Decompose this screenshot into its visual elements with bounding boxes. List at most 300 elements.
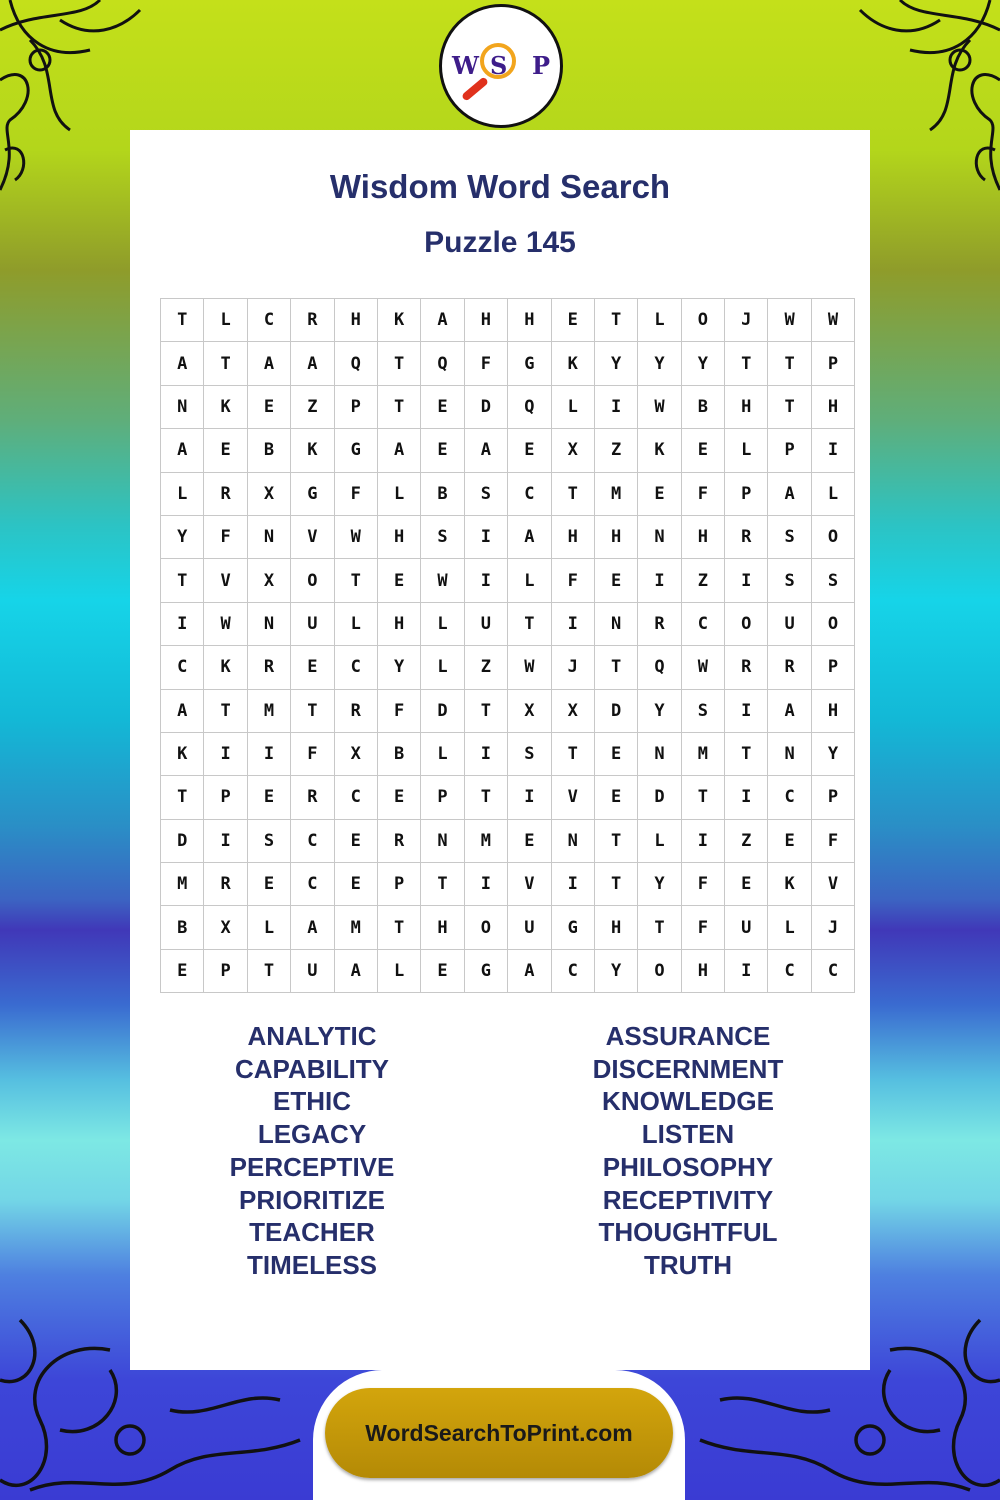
grid-cell[interactable]: C bbox=[768, 949, 811, 992]
grid-cell[interactable]: O bbox=[811, 515, 854, 558]
grid-cell[interactable]: G bbox=[551, 906, 594, 949]
grid-cell[interactable]: R bbox=[204, 863, 247, 906]
grid-cell[interactable]: P bbox=[421, 776, 464, 819]
grid-cell[interactable]: W bbox=[204, 602, 247, 645]
grid-cell[interactable]: X bbox=[247, 559, 290, 602]
grid-cell[interactable]: Z bbox=[464, 646, 507, 689]
grid-cell[interactable]: Y bbox=[638, 342, 681, 385]
grid-cell[interactable]: A bbox=[334, 949, 377, 992]
grid-cell[interactable]: E bbox=[334, 819, 377, 862]
grid-cell[interactable]: L bbox=[811, 472, 854, 515]
grid-cell[interactable]: M bbox=[594, 472, 637, 515]
grid-cell[interactable]: H bbox=[508, 299, 551, 342]
grid-cell[interactable]: K bbox=[638, 429, 681, 472]
grid-cell[interactable]: A bbox=[508, 515, 551, 558]
grid-cell[interactable]: M bbox=[334, 906, 377, 949]
grid-cell[interactable]: E bbox=[161, 949, 204, 992]
grid-cell[interactable]: S bbox=[811, 559, 854, 602]
word-item: ANALYTIC bbox=[247, 1021, 377, 1051]
grid-cell[interactable]: I bbox=[204, 819, 247, 862]
grid-cell[interactable]: N bbox=[768, 732, 811, 775]
grid-cell[interactable]: T bbox=[551, 472, 594, 515]
grid-cell[interactable]: K bbox=[291, 429, 334, 472]
grid-cell[interactable]: T bbox=[377, 906, 420, 949]
grid-cell[interactable]: Z bbox=[291, 385, 334, 428]
grid-cell[interactable]: H bbox=[377, 602, 420, 645]
grid-cell[interactable]: F bbox=[811, 819, 854, 862]
grid-cell[interactable]: Z bbox=[594, 429, 637, 472]
grid-cell[interactable]: G bbox=[464, 949, 507, 992]
grid-cell[interactable]: T bbox=[638, 906, 681, 949]
logo-letter-p: P bbox=[532, 51, 551, 80]
grid-cell[interactable]: E bbox=[421, 949, 464, 992]
grid-cell[interactable]: T bbox=[594, 819, 637, 862]
logo-letter-w: W bbox=[452, 51, 479, 80]
grid-cell[interactable]: M bbox=[161, 863, 204, 906]
grid-cell[interactable]: Q bbox=[508, 385, 551, 428]
grid-cell[interactable]: W bbox=[508, 646, 551, 689]
grid-cell[interactable]: U bbox=[725, 906, 768, 949]
grid-cell[interactable]: H bbox=[594, 515, 637, 558]
grid-cell[interactable]: B bbox=[421, 472, 464, 515]
grid-cell[interactable]: A bbox=[421, 299, 464, 342]
grid-cell[interactable]: E bbox=[247, 385, 290, 428]
grid-cell[interactable]: B bbox=[681, 385, 724, 428]
grid-cell[interactable]: O bbox=[681, 299, 724, 342]
grid-cell[interactable]: U bbox=[291, 949, 334, 992]
word-item: DISCERNMENT bbox=[592, 1053, 784, 1084]
grid-cell[interactable]: M bbox=[247, 689, 290, 732]
grid-cell[interactable]: H bbox=[464, 299, 507, 342]
grid-row bbox=[161, 515, 855, 558]
grid-cell[interactable]: L bbox=[204, 299, 247, 342]
grid-cell[interactable]: L bbox=[421, 646, 464, 689]
grid-cell[interactable]: Y bbox=[377, 646, 420, 689]
grid-row bbox=[161, 472, 855, 515]
grid-cell[interactable]: L bbox=[377, 472, 420, 515]
grid-cell[interactable]: L bbox=[638, 299, 681, 342]
grid-cell[interactable]: E bbox=[594, 732, 637, 775]
word-item: TEACHER bbox=[249, 1217, 375, 1248]
grid-cell[interactable]: A bbox=[161, 689, 204, 732]
grid-cell[interactable]: H bbox=[811, 385, 854, 428]
grid-cell[interactable]: P bbox=[377, 863, 420, 906]
grid-cell[interactable]: O bbox=[725, 602, 768, 645]
grid-cell[interactable]: F bbox=[464, 342, 507, 385]
grid-cell[interactable]: F bbox=[204, 515, 247, 558]
grid-cell[interactable]: H bbox=[377, 515, 420, 558]
grid-cell[interactable]: C bbox=[768, 776, 811, 819]
grid-cell[interactable]: I bbox=[638, 559, 681, 602]
grid-cell[interactable]: T bbox=[464, 776, 507, 819]
grid-cell[interactable]: R bbox=[377, 819, 420, 862]
grid-cell[interactable]: H bbox=[594, 906, 637, 949]
grid-cell[interactable]: K bbox=[377, 299, 420, 342]
grid-cell[interactable]: K bbox=[161, 732, 204, 775]
grid-row bbox=[161, 385, 855, 428]
grid-cell[interactable]: Q bbox=[638, 646, 681, 689]
grid-cell[interactable]: L bbox=[638, 819, 681, 862]
grid-cell[interactable]: I bbox=[247, 732, 290, 775]
grid-cell[interactable]: E bbox=[377, 776, 420, 819]
word-item: ETHIC bbox=[273, 1086, 351, 1117]
grid-cell[interactable]: G bbox=[291, 472, 334, 515]
wsp-logo bbox=[439, 4, 563, 128]
grid-cell[interactable]: T bbox=[594, 299, 637, 342]
grid-cell[interactable]: K bbox=[204, 385, 247, 428]
grid-cell[interactable]: F bbox=[291, 732, 334, 775]
grid-cell[interactable]: F bbox=[377, 689, 420, 732]
grid-cell[interactable]: H bbox=[334, 299, 377, 342]
grid-cell[interactable]: Q bbox=[334, 342, 377, 385]
ornament-top-left bbox=[0, 0, 150, 200]
grid-cell[interactable]: D bbox=[464, 385, 507, 428]
grid-cell[interactable]: S bbox=[768, 515, 811, 558]
word-item: TRUTH bbox=[643, 1249, 733, 1280]
grid-cell[interactable]: N bbox=[638, 732, 681, 775]
grid-cell[interactable]: I bbox=[725, 559, 768, 602]
grid-cell[interactable]: D bbox=[421, 689, 464, 732]
grid-cell[interactable]: I bbox=[464, 515, 507, 558]
grid-cell[interactable]: A bbox=[247, 342, 290, 385]
grid-cell[interactable]: P bbox=[811, 646, 854, 689]
word-item: LEGACY bbox=[257, 1119, 367, 1150]
word-item: PERCEPTIVE bbox=[229, 1151, 395, 1182]
grid-cell[interactable]: E bbox=[247, 863, 290, 906]
grid-cell[interactable]: E bbox=[247, 776, 290, 819]
grid-cell[interactable]: A bbox=[377, 429, 420, 472]
grid-cell[interactable]: P bbox=[334, 385, 377, 428]
grid-cell[interactable]: G bbox=[334, 429, 377, 472]
grid-cell[interactable]: T bbox=[768, 342, 811, 385]
grid-cell[interactable]: Y bbox=[638, 689, 681, 732]
grid-cell[interactable]: S bbox=[464, 472, 507, 515]
grid-cell[interactable]: L bbox=[725, 429, 768, 472]
grid-cell[interactable]: E bbox=[768, 819, 811, 862]
grid-cell[interactable]: H bbox=[551, 515, 594, 558]
grid-cell[interactable]: T bbox=[377, 385, 420, 428]
grid-cell[interactable]: N bbox=[421, 819, 464, 862]
grid-cell[interactable]: L bbox=[377, 949, 420, 992]
grid-cell[interactable]: V bbox=[508, 863, 551, 906]
grid-cell[interactable]: P bbox=[768, 429, 811, 472]
grid-cell[interactable]: F bbox=[681, 863, 724, 906]
grid-cell[interactable]: C bbox=[291, 863, 334, 906]
grid-cell[interactable]: K bbox=[551, 342, 594, 385]
grid-cell[interactable]: X bbox=[247, 472, 290, 515]
grid-cell[interactable]: T bbox=[725, 342, 768, 385]
grid-cell[interactable]: B bbox=[161, 906, 204, 949]
grid-cell[interactable]: O bbox=[291, 559, 334, 602]
grid-cell[interactable]: E bbox=[508, 429, 551, 472]
grid-cell[interactable]: X bbox=[334, 732, 377, 775]
grid-cell[interactable]: I bbox=[161, 602, 204, 645]
grid-cell[interactable]: A bbox=[768, 472, 811, 515]
grid-cell[interactable]: E bbox=[291, 646, 334, 689]
grid-cell[interactable]: T bbox=[247, 949, 290, 992]
grid-cell[interactable]: F bbox=[334, 472, 377, 515]
grid-cell[interactable]: T bbox=[508, 602, 551, 645]
grid-row bbox=[161, 819, 855, 862]
grid-cell[interactable]: H bbox=[421, 906, 464, 949]
grid-cell[interactable]: D bbox=[161, 819, 204, 862]
grid-cell[interactable]: T bbox=[161, 776, 204, 819]
grid-cell[interactable]: R bbox=[768, 646, 811, 689]
grid-cell[interactable]: E bbox=[421, 385, 464, 428]
grid-cell[interactable]: E bbox=[681, 429, 724, 472]
grid-row bbox=[161, 646, 855, 689]
grid-cell[interactable]: H bbox=[811, 689, 854, 732]
grid-cell[interactable]: C bbox=[161, 646, 204, 689]
grid-cell[interactable]: L bbox=[768, 906, 811, 949]
grid-cell[interactable]: J bbox=[811, 906, 854, 949]
grid-row bbox=[161, 906, 855, 949]
grid-cell[interactable]: R bbox=[725, 646, 768, 689]
word-list-right bbox=[538, 1020, 838, 1282]
grid-cell[interactable]: T bbox=[204, 342, 247, 385]
grid-cell[interactable]: M bbox=[464, 819, 507, 862]
grid-cell[interactable]: E bbox=[377, 559, 420, 602]
grid-cell[interactable]: H bbox=[725, 385, 768, 428]
grid-cell[interactable]: Y bbox=[681, 342, 724, 385]
grid-cell[interactable]: O bbox=[811, 602, 854, 645]
grid-cell[interactable]: L bbox=[551, 385, 594, 428]
grid-row bbox=[161, 429, 855, 472]
grid-cell[interactable]: W bbox=[638, 385, 681, 428]
grid-cell[interactable]: T bbox=[594, 863, 637, 906]
grid-cell[interactable]: W bbox=[334, 515, 377, 558]
grid-cell[interactable]: Y bbox=[594, 949, 637, 992]
puzzle-title: Wisdom Word Search bbox=[329, 168, 671, 205]
grid-cell[interactable]: X bbox=[551, 689, 594, 732]
word-item: PRIORITIZE bbox=[239, 1184, 385, 1215]
grid-cell[interactable]: R bbox=[638, 602, 681, 645]
grid-cell[interactable]: I bbox=[681, 819, 724, 862]
grid-cell[interactable]: P bbox=[725, 472, 768, 515]
grid-cell[interactable]: F bbox=[681, 472, 724, 515]
grid-cell[interactable]: I bbox=[464, 559, 507, 602]
grid-cell[interactable]: T bbox=[377, 342, 420, 385]
grid-cell[interactable]: Q bbox=[421, 342, 464, 385]
letter-grid bbox=[160, 298, 855, 993]
word-item: PHILOSOPHY bbox=[602, 1151, 774, 1182]
grid-cell[interactable]: E bbox=[725, 863, 768, 906]
grid-cell[interactable]: W bbox=[768, 299, 811, 342]
logo-letter-s: S bbox=[490, 51, 508, 80]
grid-row bbox=[161, 342, 855, 385]
grid-cell[interactable]: P bbox=[811, 776, 854, 819]
grid-cell[interactable]: L bbox=[421, 602, 464, 645]
grid-cell[interactable]: O bbox=[464, 906, 507, 949]
grid-cell[interactable]: U bbox=[768, 602, 811, 645]
magnifier-handle bbox=[461, 76, 489, 101]
grid-cell[interactable]: C bbox=[508, 472, 551, 515]
grid-cell[interactable]: P bbox=[204, 949, 247, 992]
grid-row bbox=[161, 776, 855, 819]
grid-cell[interactable]: C bbox=[681, 602, 724, 645]
grid-cell[interactable]: T bbox=[464, 689, 507, 732]
grid-cell[interactable]: E bbox=[508, 819, 551, 862]
grid-cell[interactable]: Z bbox=[681, 559, 724, 602]
grid-cell[interactable]: O bbox=[638, 949, 681, 992]
grid-cell[interactable]: K bbox=[768, 863, 811, 906]
grid-cell[interactable]: I bbox=[725, 949, 768, 992]
grid-cell[interactable]: F bbox=[551, 559, 594, 602]
grid-cell[interactable]: A bbox=[291, 342, 334, 385]
grid-cell[interactable]: H bbox=[681, 515, 724, 558]
grid-cell[interactable]: W bbox=[681, 646, 724, 689]
grid-cell[interactable]: D bbox=[638, 776, 681, 819]
grid-cell[interactable]: A bbox=[464, 429, 507, 472]
puzzle-number: Puzzle 145 bbox=[424, 226, 576, 259]
grid-cell[interactable]: T bbox=[334, 559, 377, 602]
word-item: CAPABILITY bbox=[234, 1053, 390, 1084]
grid-cell[interactable]: W bbox=[421, 559, 464, 602]
grid-cell[interactable]: T bbox=[291, 689, 334, 732]
grid-cell[interactable]: E bbox=[204, 429, 247, 472]
grid-cell[interactable]: C bbox=[334, 646, 377, 689]
grid-cell[interactable]: T bbox=[161, 559, 204, 602]
grid-cell[interactable]: T bbox=[594, 646, 637, 689]
grid-cell[interactable]: V bbox=[291, 515, 334, 558]
grid-cell[interactable]: T bbox=[204, 689, 247, 732]
grid-cell[interactable]: S bbox=[247, 819, 290, 862]
grid-cell[interactable]: S bbox=[421, 515, 464, 558]
grid-cell[interactable]: N bbox=[161, 385, 204, 428]
grid-cell[interactable]: N bbox=[638, 515, 681, 558]
grid-row bbox=[161, 949, 855, 992]
grid-cell[interactable]: T bbox=[551, 732, 594, 775]
grid-cell[interactable]: H bbox=[681, 949, 724, 992]
grid-cell[interactable]: Y bbox=[161, 515, 204, 558]
grid-cell[interactable]: A bbox=[768, 689, 811, 732]
grid-cell[interactable]: I bbox=[464, 863, 507, 906]
grid-cell[interactable]: L bbox=[161, 472, 204, 515]
grid-cell[interactable]: G bbox=[508, 342, 551, 385]
grid-cell[interactable]: I bbox=[551, 602, 594, 645]
grid-cell[interactable]: V bbox=[204, 559, 247, 602]
grid-cell[interactable]: N bbox=[594, 602, 637, 645]
footer-container bbox=[313, 1370, 685, 1500]
grid-cell[interactable]: A bbox=[161, 342, 204, 385]
grid-cell[interactable]: C bbox=[811, 949, 854, 992]
grid-cell[interactable]: N bbox=[551, 819, 594, 862]
grid-cell[interactable]: B bbox=[247, 429, 290, 472]
grid-cell[interactable]: R bbox=[725, 515, 768, 558]
grid-cell[interactable]: I bbox=[594, 385, 637, 428]
grid-cell[interactable]: P bbox=[811, 342, 854, 385]
grid-row bbox=[161, 299, 855, 342]
grid-cell[interactable]: V bbox=[551, 776, 594, 819]
grid-cell[interactable]: T bbox=[421, 863, 464, 906]
grid-cell[interactable]: I bbox=[551, 863, 594, 906]
grid-cell[interactable]: K bbox=[204, 646, 247, 689]
grid-cell[interactable]: S bbox=[508, 732, 551, 775]
grid-cell[interactable]: F bbox=[681, 906, 724, 949]
grid-cell[interactable]: B bbox=[377, 732, 420, 775]
grid-cell[interactable]: E bbox=[334, 863, 377, 906]
grid-cell[interactable]: E bbox=[594, 559, 637, 602]
grid-cell[interactable]: M bbox=[681, 732, 724, 775]
grid-cell[interactable]: L bbox=[247, 906, 290, 949]
grid-cell[interactable]: R bbox=[291, 299, 334, 342]
grid-cell[interactable]: Z bbox=[725, 819, 768, 862]
grid-cell[interactable]: N bbox=[247, 602, 290, 645]
grid-cell[interactable]: Y bbox=[594, 342, 637, 385]
grid-cell[interactable]: I bbox=[204, 732, 247, 775]
grid-cell[interactable]: L bbox=[421, 732, 464, 775]
website-button[interactable]: WordSearchToPrint.com bbox=[325, 1388, 673, 1478]
grid-cell[interactable]: W bbox=[811, 299, 854, 342]
grid-cell[interactable]: R bbox=[334, 689, 377, 732]
grid-cell[interactable]: I bbox=[725, 776, 768, 819]
grid-cell[interactable]: J bbox=[725, 299, 768, 342]
grid-cell[interactable]: A bbox=[291, 906, 334, 949]
grid-cell[interactable]: S bbox=[681, 689, 724, 732]
grid-cell[interactable]: S bbox=[768, 559, 811, 602]
grid-cell[interactable]: C bbox=[247, 299, 290, 342]
grid-row bbox=[161, 689, 855, 732]
grid-cell[interactable]: Y bbox=[811, 732, 854, 775]
grid-cell[interactable]: E bbox=[551, 299, 594, 342]
grid-cell[interactable]: N bbox=[247, 515, 290, 558]
grid-cell[interactable]: C bbox=[291, 819, 334, 862]
grid-cell[interactable]: V bbox=[811, 863, 854, 906]
grid-cell[interactable]: R bbox=[291, 776, 334, 819]
grid-cell[interactable]: D bbox=[594, 689, 637, 732]
grid-row bbox=[161, 863, 855, 906]
grid-cell[interactable]: X bbox=[204, 906, 247, 949]
grid-cell[interactable]: I bbox=[464, 732, 507, 775]
grid-cell[interactable]: A bbox=[161, 429, 204, 472]
grid-cell[interactable]: U bbox=[508, 906, 551, 949]
grid-cell[interactable]: T bbox=[768, 385, 811, 428]
word-item: THOUGHTFUL bbox=[598, 1217, 778, 1248]
grid-cell[interactable]: A bbox=[508, 949, 551, 992]
grid-cell[interactable]: L bbox=[334, 602, 377, 645]
grid-cell[interactable]: U bbox=[291, 602, 334, 645]
grid-cell[interactable]: J bbox=[551, 646, 594, 689]
grid-cell[interactable]: E bbox=[638, 472, 681, 515]
word-item: KNOWLEDGE bbox=[602, 1086, 774, 1117]
word-item: RECEPTIVITY bbox=[602, 1184, 774, 1215]
grid-cell[interactable]: U bbox=[464, 602, 507, 645]
grid-cell[interactable]: E bbox=[594, 776, 637, 819]
grid-cell[interactable]: C bbox=[334, 776, 377, 819]
grid-cell[interactable]: Y bbox=[638, 863, 681, 906]
ornament-top-right bbox=[850, 0, 1000, 200]
grid-cell[interactable]: P bbox=[204, 776, 247, 819]
word-list-left bbox=[162, 1020, 462, 1282]
grid-cell[interactable]: X bbox=[551, 429, 594, 472]
grid-cell[interactable]: X bbox=[508, 689, 551, 732]
grid-cell[interactable]: T bbox=[681, 776, 724, 819]
grid-cell[interactable]: C bbox=[551, 949, 594, 992]
grid-cell[interactable]: T bbox=[161, 299, 204, 342]
grid-cell[interactable]: T bbox=[725, 732, 768, 775]
grid-cell[interactable]: I bbox=[725, 689, 768, 732]
grid-row bbox=[161, 602, 855, 645]
grid-row bbox=[161, 559, 855, 602]
grid-cell[interactable]: R bbox=[247, 646, 290, 689]
grid-cell[interactable]: I bbox=[811, 429, 854, 472]
grid-cell[interactable]: I bbox=[508, 776, 551, 819]
grid-cell[interactable]: E bbox=[421, 429, 464, 472]
grid-cell[interactable]: R bbox=[204, 472, 247, 515]
word-item: TIMELESS bbox=[246, 1249, 377, 1280]
grid-cell[interactable]: L bbox=[508, 559, 551, 602]
grid-row bbox=[161, 732, 855, 775]
